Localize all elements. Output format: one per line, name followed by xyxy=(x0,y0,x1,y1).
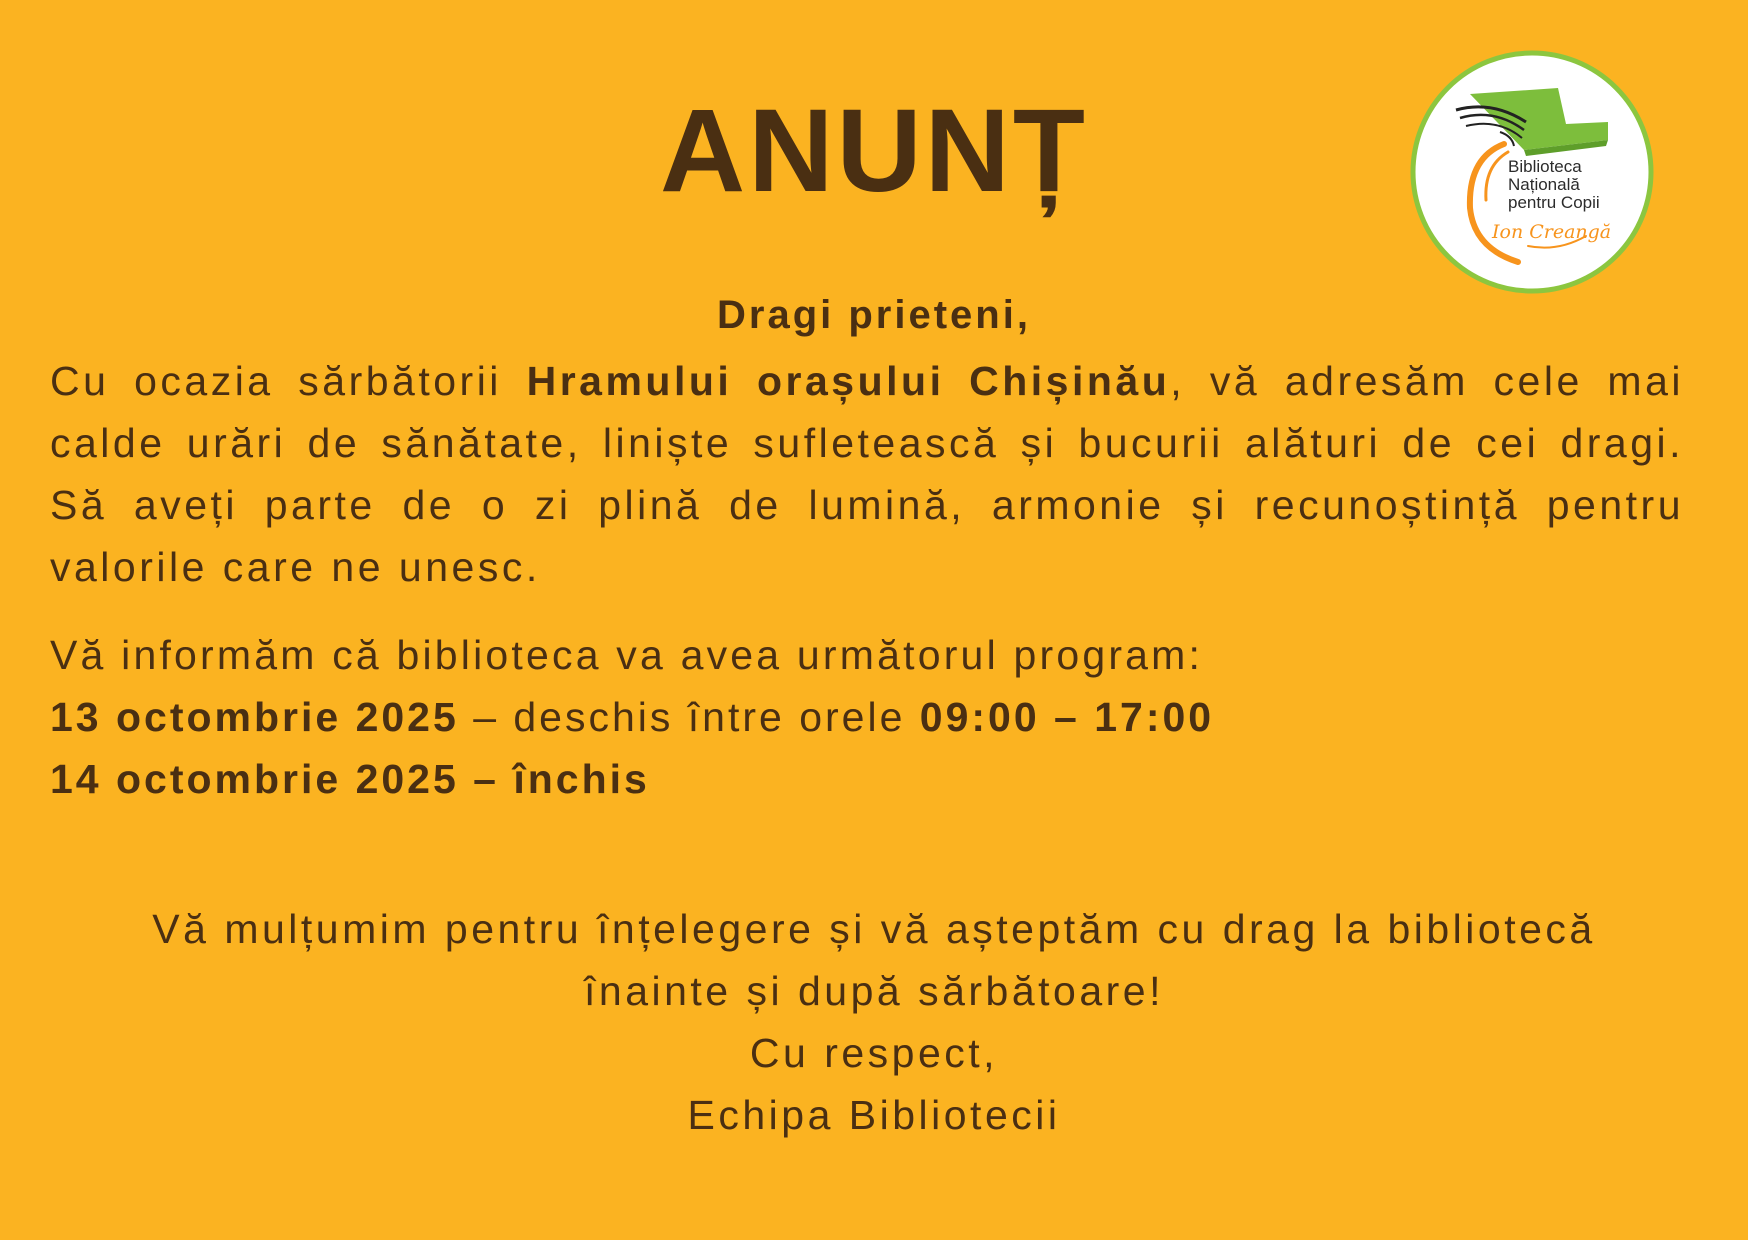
closing-line: Vă mulțumim pentru înțelegere și vă așteptăm cu drag la bibliotecă xyxy=(152,906,1596,952)
logo-text-line1: Biblioteca xyxy=(1508,157,1582,176)
page-title: ANUNȚ xyxy=(660,85,1088,217)
intro-paragraph xyxy=(50,350,1684,598)
closing-message xyxy=(0,898,1748,1146)
intro-text-start: Cu ocazia sărbătorii xyxy=(50,358,527,404)
logo-signature: Ion Creangă xyxy=(1492,221,1612,243)
greeting: Dragi prieteni, xyxy=(717,293,1031,337)
program-info: Vă informăm că biblioteca va avea următorul program: xyxy=(50,632,1204,678)
closing-line: înainte și după sărbătoare! xyxy=(584,968,1164,1014)
schedule-row xyxy=(50,748,1690,810)
logo-text-line3: pentru Copii xyxy=(1508,193,1600,212)
schedule-date-closed: 14 octombrie 2025 – închis xyxy=(50,756,650,802)
logo-text-line2: Națională xyxy=(1508,175,1580,194)
library-logo xyxy=(1408,48,1656,296)
schedule-row xyxy=(50,686,1690,748)
schedule-separator: – deschis între orele xyxy=(458,694,920,740)
schedule-date: 13 octombrie 2025 xyxy=(50,694,459,740)
intro-bold-event: Hramului orașului Chișinău xyxy=(526,358,1171,404)
intro-text-end: , vă adresăm cele mai calde urări de sănătate, liniște sufletească și bucurii alături de cei dragi. Să aveți parte de o zi plină de lumină, armonie și recunoștință pentru valorile care ne unesc. xyxy=(50,358,1684,590)
logo-emblem-icon xyxy=(1408,48,1656,296)
schedule-hours: 09:00 – 17:00 xyxy=(919,694,1215,740)
closing-salutation: Cu respect, xyxy=(749,1030,999,1076)
closing-signature: Echipa Bibliotecii xyxy=(687,1092,1061,1138)
